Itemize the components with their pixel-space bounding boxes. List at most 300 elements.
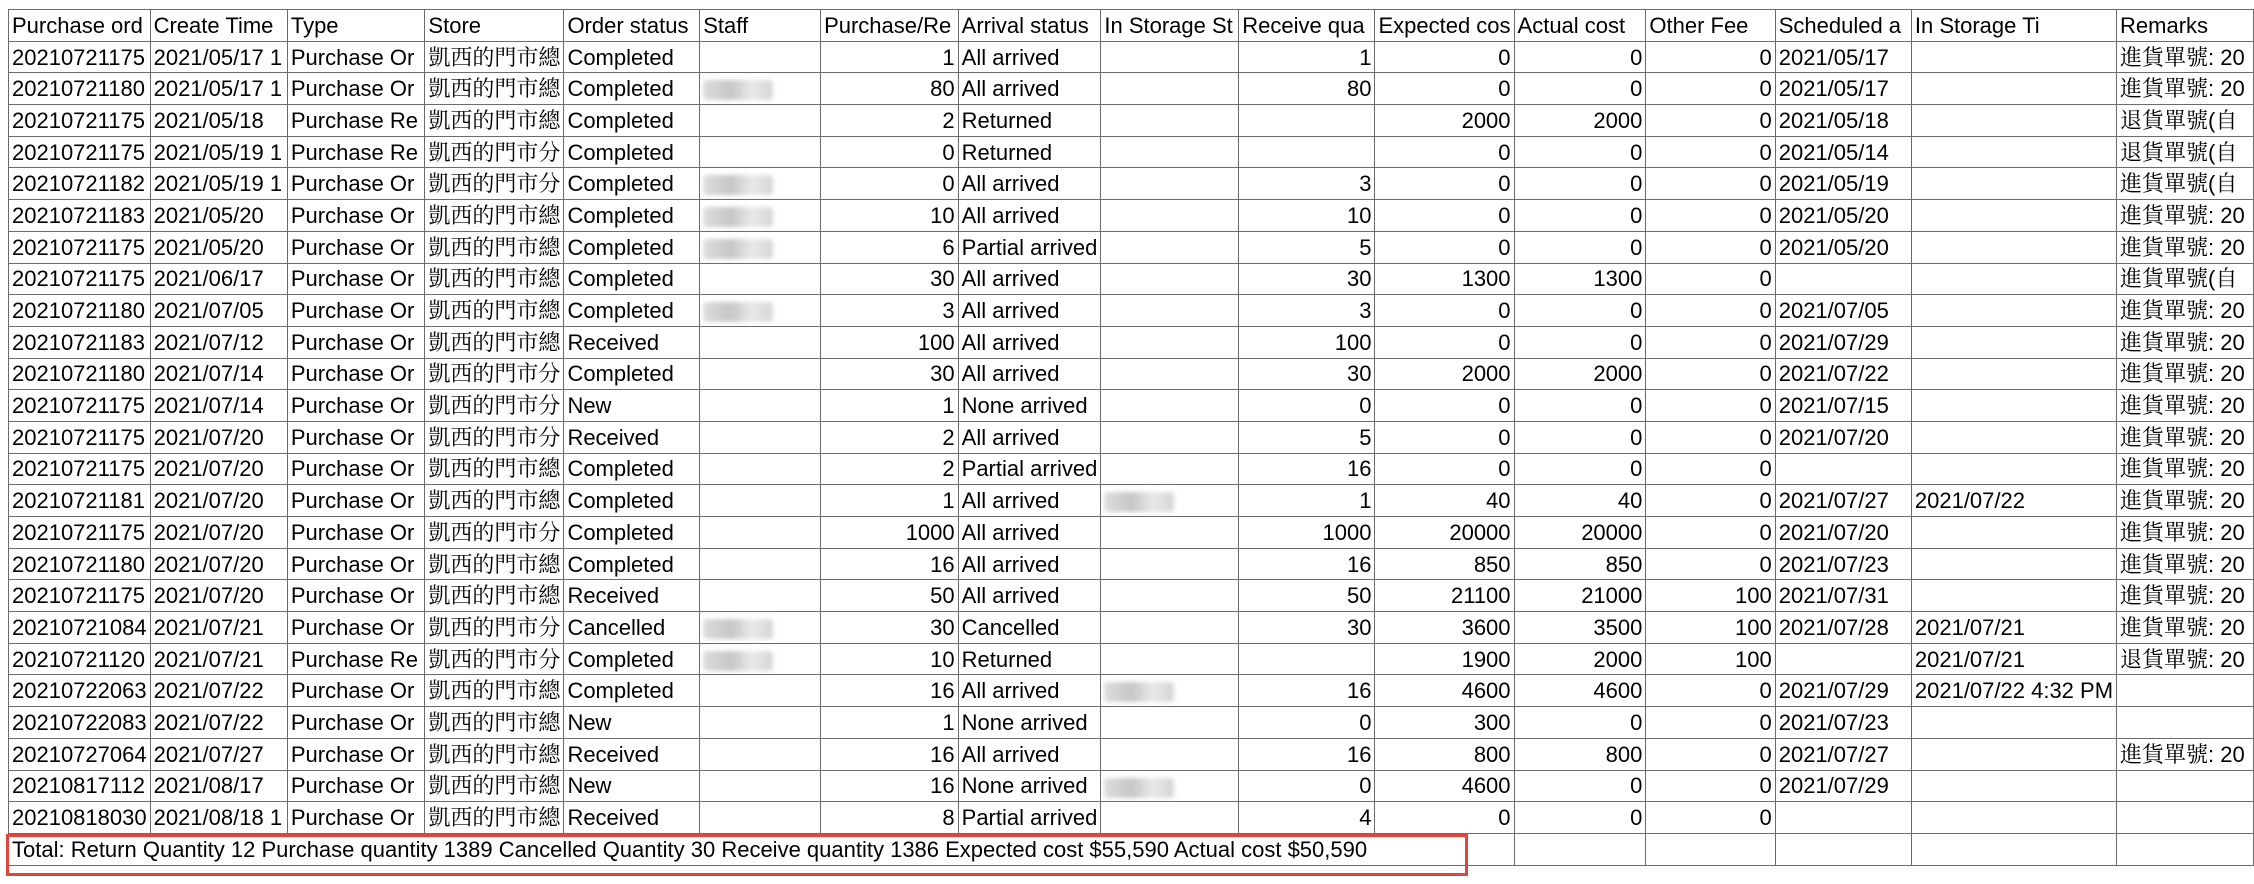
table-cell[interactable]: Completed: [564, 548, 700, 580]
table-cell[interactable]: [700, 263, 821, 295]
column-header[interactable]: Remarks: [2117, 10, 2254, 42]
table-row[interactable]: [9, 73, 2254, 105]
table-cell[interactable]: [1101, 105, 1239, 137]
table-cell[interactable]: 2021/05/20: [150, 200, 287, 232]
table-cell[interactable]: 凱西的門市總: [425, 231, 564, 263]
table-cell[interactable]: 2021/07/05: [150, 295, 287, 327]
table-row[interactable]: [9, 707, 2254, 739]
table-cell[interactable]: 20210817112: [9, 770, 151, 802]
table-cell[interactable]: 0: [1646, 707, 1775, 739]
table-cell[interactable]: Partial arrived: [958, 802, 1101, 834]
table-cell[interactable]: New: [564, 770, 700, 802]
table-cell[interactable]: 30: [821, 263, 959, 295]
table-cell[interactable]: 凱西的門市總: [425, 485, 564, 517]
table-row[interactable]: [9, 738, 2254, 770]
table-cell[interactable]: 凱西的門市分: [425, 643, 564, 675]
table-cell[interactable]: 0: [1646, 390, 1775, 422]
table-cell[interactable]: Purchase Or: [287, 421, 425, 453]
table-cell[interactable]: 0: [1646, 358, 1775, 390]
table-cell[interactable]: Purchase Or: [287, 770, 425, 802]
table-cell[interactable]: 5: [1239, 421, 1375, 453]
table-cell[interactable]: 0: [1646, 41, 1775, 73]
table-row[interactable]: [9, 358, 2254, 390]
table-cell[interactable]: 3: [1239, 168, 1375, 200]
table-cell[interactable]: [1101, 770, 1239, 802]
table-cell[interactable]: All arrived: [958, 548, 1101, 580]
table-cell[interactable]: [1101, 41, 1239, 73]
table-cell[interactable]: 100: [821, 326, 959, 358]
table-cell[interactable]: 1: [1239, 485, 1375, 517]
table-cell[interactable]: 2000: [1375, 358, 1514, 390]
table-cell[interactable]: 16: [1239, 453, 1375, 485]
table-cell[interactable]: New: [564, 390, 700, 422]
column-header[interactable]: Other Fee: [1646, 10, 1775, 42]
table-cell[interactable]: 凱西的門市總: [425, 580, 564, 612]
table-cell[interactable]: 0: [1375, 231, 1514, 263]
table-cell[interactable]: 0: [821, 168, 959, 200]
table-cell[interactable]: 2021/07/29: [1775, 770, 1911, 802]
table-row[interactable]: [9, 390, 2254, 422]
table-cell[interactable]: 2021/07/14: [150, 390, 287, 422]
table-cell[interactable]: 300: [1375, 707, 1514, 739]
table-cell[interactable]: 2021/07/29: [1775, 675, 1911, 707]
table-cell[interactable]: 進貨單號: 20: [2117, 390, 2254, 422]
table-cell[interactable]: [700, 485, 821, 517]
table-row[interactable]: [9, 136, 2254, 168]
table-cell[interactable]: 進貨單號: 20: [2117, 326, 2254, 358]
table-cell[interactable]: [700, 105, 821, 137]
table-cell[interactable]: 2: [821, 453, 959, 485]
table-cell[interactable]: 20210721181: [9, 485, 151, 517]
table-cell[interactable]: Purchase Or: [287, 675, 425, 707]
table-cell[interactable]: 30: [821, 358, 959, 390]
table-cell[interactable]: 0: [1646, 231, 1775, 263]
column-header[interactable]: Type: [287, 10, 425, 42]
table-cell[interactable]: [1101, 675, 1239, 707]
table-cell[interactable]: Completed: [564, 41, 700, 73]
table-cell[interactable]: 20210721183: [9, 326, 151, 358]
table-cell[interactable]: 0: [1646, 770, 1775, 802]
table-row[interactable]: [9, 326, 2254, 358]
table-cell[interactable]: [1101, 136, 1239, 168]
table-cell[interactable]: 850: [1375, 548, 1514, 580]
table-cell[interactable]: 2021/07/31: [1775, 580, 1911, 612]
table-cell[interactable]: 100: [1646, 580, 1775, 612]
table-cell[interactable]: 2021/05/20: [150, 231, 287, 263]
table-cell[interactable]: [1101, 231, 1239, 263]
table-cell[interactable]: [700, 358, 821, 390]
table-cell[interactable]: 80: [821, 73, 959, 105]
table-cell[interactable]: 2021/07/21: [1911, 612, 2116, 644]
table-row[interactable]: [9, 200, 2254, 232]
table-cell[interactable]: 20210721175: [9, 580, 151, 612]
table-cell[interactable]: [1101, 548, 1239, 580]
table-cell[interactable]: 2021/07/05: [1775, 295, 1911, 327]
table-cell[interactable]: [1101, 73, 1239, 105]
table-row[interactable]: [9, 231, 2254, 263]
table-cell[interactable]: 退貨單號(自: [2117, 136, 2254, 168]
table-cell[interactable]: 30: [1239, 263, 1375, 295]
table-cell[interactable]: [1239, 136, 1375, 168]
table-cell[interactable]: [1911, 73, 2116, 105]
table-row[interactable]: [9, 802, 2254, 834]
table-cell[interactable]: 20210721180: [9, 548, 151, 580]
table-cell[interactable]: 進貨單號: 20: [2117, 421, 2254, 453]
table-cell[interactable]: [700, 643, 821, 675]
column-header[interactable]: Actual cost: [1514, 10, 1646, 42]
table-cell[interactable]: 1900: [1375, 643, 1514, 675]
table-cell[interactable]: [1911, 802, 2116, 834]
table-cell[interactable]: [1911, 421, 2116, 453]
table-cell[interactable]: [1101, 358, 1239, 390]
table-cell[interactable]: 0: [1514, 41, 1646, 73]
table-cell[interactable]: [1911, 263, 2116, 295]
table-cell[interactable]: 凱西的門市總: [425, 105, 564, 137]
table-cell[interactable]: Purchase Or: [287, 612, 425, 644]
table-row[interactable]: [9, 295, 2254, 327]
table-cell[interactable]: 100: [1239, 326, 1375, 358]
table-cell[interactable]: 退貨單號: 20: [2117, 643, 2254, 675]
table-row[interactable]: [9, 675, 2254, 707]
table-cell[interactable]: [1911, 231, 2116, 263]
table-cell[interactable]: 0: [1646, 168, 1775, 200]
table-cell[interactable]: 2021/05/14: [1775, 136, 1911, 168]
table-cell[interactable]: [1775, 453, 1911, 485]
table-cell[interactable]: Purchase Or: [287, 453, 425, 485]
table-cell[interactable]: [700, 517, 821, 549]
table-cell[interactable]: 2021/07/21: [150, 643, 287, 675]
table-cell[interactable]: 1300: [1514, 263, 1646, 295]
table-cell[interactable]: [1101, 421, 1239, 453]
table-cell[interactable]: 凱西的門市總: [425, 263, 564, 295]
table-cell[interactable]: 2021/07/27: [150, 738, 287, 770]
table-cell[interactable]: 0: [1646, 675, 1775, 707]
table-cell[interactable]: 3500: [1514, 612, 1646, 644]
table-cell[interactable]: [700, 580, 821, 612]
table-cell[interactable]: 10: [821, 643, 959, 675]
table-cell[interactable]: 800: [1514, 738, 1646, 770]
table-cell[interactable]: 20210721175: [9, 453, 151, 485]
table-cell[interactable]: 2021/07/22: [150, 707, 287, 739]
table-cell[interactable]: All arrived: [958, 580, 1101, 612]
table-cell[interactable]: Completed: [564, 231, 700, 263]
table-cell[interactable]: 0: [1375, 295, 1514, 327]
table-cell[interactable]: 2021/06/17: [150, 263, 287, 295]
table-cell[interactable]: 20210722083: [9, 707, 151, 739]
table-cell[interactable]: [700, 707, 821, 739]
table-cell[interactable]: 2021/07/20: [150, 453, 287, 485]
table-cell[interactable]: [700, 612, 821, 644]
table-cell[interactable]: 2000: [1375, 105, 1514, 137]
table-cell[interactable]: 2021/07/21: [150, 612, 287, 644]
table-cell[interactable]: Received: [564, 580, 700, 612]
table-cell[interactable]: [1101, 263, 1239, 295]
table-cell[interactable]: 16: [821, 675, 959, 707]
table-cell[interactable]: 20210721183: [9, 200, 151, 232]
table-cell[interactable]: 20000: [1514, 517, 1646, 549]
table-cell[interactable]: 3600: [1375, 612, 1514, 644]
table-cell[interactable]: 0: [1375, 453, 1514, 485]
table-cell[interactable]: 0: [1375, 136, 1514, 168]
table-cell[interactable]: 20210721180: [9, 295, 151, 327]
table-cell[interactable]: 0: [1375, 41, 1514, 73]
table-cell[interactable]: 0: [1646, 453, 1775, 485]
table-cell[interactable]: Purchase Or: [287, 580, 425, 612]
table-cell[interactable]: [1911, 390, 2116, 422]
table-cell[interactable]: 0: [1514, 73, 1646, 105]
table-cell[interactable]: [700, 326, 821, 358]
table-row[interactable]: [9, 41, 2254, 73]
table-cell[interactable]: 0: [1514, 453, 1646, 485]
table-cell[interactable]: 2021/05/17 1: [150, 73, 287, 105]
table-cell[interactable]: 0: [1375, 200, 1514, 232]
table-cell[interactable]: 進貨單號: 20: [2117, 738, 2254, 770]
table-cell[interactable]: 進貨單號: 20: [2117, 200, 2254, 232]
table-cell[interactable]: 16: [1239, 738, 1375, 770]
table-cell[interactable]: Returned: [958, 643, 1101, 675]
table-cell[interactable]: 進貨單號: 20: [2117, 548, 2254, 580]
table-cell[interactable]: 2021/08/18 1: [150, 802, 287, 834]
table-cell[interactable]: 0: [1646, 73, 1775, 105]
table-cell[interactable]: 2021/07/21: [1911, 643, 2116, 675]
table-cell[interactable]: 2021/05/20: [1775, 231, 1911, 263]
table-cell[interactable]: 20210721175: [9, 105, 151, 137]
table-cell[interactable]: Partial arrived: [958, 231, 1101, 263]
table-cell[interactable]: 16: [821, 738, 959, 770]
table-cell[interactable]: 1000: [1239, 517, 1375, 549]
table-cell[interactable]: None arrived: [958, 770, 1101, 802]
table-cell[interactable]: [1911, 453, 2116, 485]
table-cell[interactable]: 進貨單號: 20: [2117, 358, 2254, 390]
table-cell[interactable]: Received: [564, 421, 700, 453]
table-cell[interactable]: 21000: [1514, 580, 1646, 612]
table-cell[interactable]: [700, 390, 821, 422]
table-cell[interactable]: 2021/05/19: [1775, 168, 1911, 200]
table-cell[interactable]: 2000: [1514, 105, 1646, 137]
table-cell[interactable]: 2021/07/22 4:32 PM: [1911, 675, 2116, 707]
table-row[interactable]: [9, 517, 2254, 549]
table-cell[interactable]: 2021/07/20: [1775, 517, 1911, 549]
table-cell[interactable]: 進貨單號: 20: [2117, 580, 2254, 612]
table-cell[interactable]: 0: [821, 136, 959, 168]
table-cell[interactable]: 0: [1375, 390, 1514, 422]
table-cell[interactable]: Returned: [958, 136, 1101, 168]
table-cell[interactable]: None arrived: [958, 707, 1101, 739]
table-cell[interactable]: 凱西的門市分: [425, 612, 564, 644]
table-row[interactable]: [9, 168, 2254, 200]
table-cell[interactable]: Completed: [564, 485, 700, 517]
table-cell[interactable]: 2: [821, 105, 959, 137]
table-cell[interactable]: 20210721175: [9, 136, 151, 168]
table-cell[interactable]: [700, 200, 821, 232]
table-cell[interactable]: 1: [821, 41, 959, 73]
table-cell[interactable]: 0: [1514, 231, 1646, 263]
table-cell[interactable]: 1000: [821, 517, 959, 549]
table-cell[interactable]: [1101, 580, 1239, 612]
table-cell[interactable]: Purchase Re: [287, 643, 425, 675]
table-cell[interactable]: 進貨單號: 20: [2117, 231, 2254, 263]
table-cell[interactable]: [2117, 802, 2254, 834]
table-cell[interactable]: 凱西的門市總: [425, 295, 564, 327]
table-cell[interactable]: 2021/07/20: [150, 485, 287, 517]
table-cell[interactable]: 進貨單號: 20: [2117, 295, 2254, 327]
table-cell[interactable]: Completed: [564, 136, 700, 168]
table-cell[interactable]: 4600: [1375, 675, 1514, 707]
table-cell[interactable]: 4600: [1375, 770, 1514, 802]
table-cell[interactable]: [1101, 485, 1239, 517]
table-cell[interactable]: 2021/07/22: [1775, 358, 1911, 390]
table-cell[interactable]: 2021/05/18: [150, 105, 287, 137]
table-cell[interactable]: 0: [1514, 136, 1646, 168]
table-cell[interactable]: Purchase Or: [287, 517, 425, 549]
column-header[interactable]: Staff: [700, 10, 821, 42]
table-cell[interactable]: All arrived: [958, 326, 1101, 358]
table-cell[interactable]: 4: [1239, 802, 1375, 834]
table-cell[interactable]: Purchase Or: [287, 231, 425, 263]
table-cell[interactable]: 0: [1375, 802, 1514, 834]
table-cell[interactable]: None arrived: [958, 390, 1101, 422]
table-cell[interactable]: 1: [821, 707, 959, 739]
table-cell[interactable]: 進貨單號(自: [2117, 168, 2254, 200]
table-cell[interactable]: [1911, 105, 2116, 137]
table-cell[interactable]: 0: [1514, 326, 1646, 358]
table-cell[interactable]: [1911, 136, 2116, 168]
table-cell[interactable]: [1239, 105, 1375, 137]
table-cell[interactable]: 850: [1514, 548, 1646, 580]
table-cell[interactable]: All arrived: [958, 168, 1101, 200]
table-cell[interactable]: 20210818030: [9, 802, 151, 834]
table-cell[interactable]: Purchase Or: [287, 326, 425, 358]
table-cell[interactable]: [1911, 358, 2116, 390]
table-cell[interactable]: 進貨單號: 20: [2117, 453, 2254, 485]
table-cell[interactable]: 4600: [1514, 675, 1646, 707]
table-cell[interactable]: 5: [1239, 231, 1375, 263]
table-cell[interactable]: All arrived: [958, 517, 1101, 549]
table-cell[interactable]: 凱西的門市分: [425, 358, 564, 390]
table-cell[interactable]: 2021/07/27: [1775, 485, 1911, 517]
table-cell[interactable]: 2021/05/18: [1775, 105, 1911, 137]
table-cell[interactable]: 0: [1375, 73, 1514, 105]
table-cell[interactable]: 10: [821, 200, 959, 232]
table-cell[interactable]: New: [564, 707, 700, 739]
table-cell[interactable]: All arrived: [958, 675, 1101, 707]
table-cell[interactable]: [1101, 707, 1239, 739]
table-cell[interactable]: 10: [1239, 200, 1375, 232]
table-cell[interactable]: 30: [1239, 358, 1375, 390]
table-cell[interactable]: 50: [821, 580, 959, 612]
table-cell[interactable]: Completed: [564, 168, 700, 200]
table-cell[interactable]: [700, 802, 821, 834]
table-cell[interactable]: [1911, 517, 2116, 549]
table-cell[interactable]: [700, 41, 821, 73]
table-cell[interactable]: [1911, 168, 2116, 200]
table-cell[interactable]: 30: [821, 612, 959, 644]
table-cell[interactable]: 0: [1646, 200, 1775, 232]
column-header[interactable]: Store: [425, 10, 564, 42]
table-cell[interactable]: Completed: [564, 517, 700, 549]
table-cell[interactable]: 進貨單號: 20: [2117, 73, 2254, 105]
table-cell[interactable]: 0: [1514, 802, 1646, 834]
table-cell[interactable]: 0: [1514, 295, 1646, 327]
table-cell[interactable]: 0: [1239, 707, 1375, 739]
table-cell[interactable]: [1911, 295, 2116, 327]
table-cell[interactable]: 2021/05/17 1: [150, 41, 287, 73]
table-cell[interactable]: 16: [1239, 548, 1375, 580]
table-cell[interactable]: 0: [1514, 421, 1646, 453]
table-cell[interactable]: [1775, 263, 1911, 295]
table-cell[interactable]: 20210721180: [9, 73, 151, 105]
table-cell[interactable]: 進貨單號: 20: [2117, 485, 2254, 517]
table-cell[interactable]: [1101, 390, 1239, 422]
table-row[interactable]: [9, 453, 2254, 485]
table-cell[interactable]: Purchase Or: [287, 707, 425, 739]
table-cell[interactable]: Purchase Or: [287, 73, 425, 105]
table-cell[interactable]: 20210721120: [9, 643, 151, 675]
table-cell[interactable]: 凱西的門市分: [425, 517, 564, 549]
table-cell[interactable]: 20210721175: [9, 263, 151, 295]
table-cell[interactable]: Completed: [564, 263, 700, 295]
table-cell[interactable]: 凱西的門市分: [425, 390, 564, 422]
table-cell[interactable]: 50: [1239, 580, 1375, 612]
table-cell[interactable]: Cancelled: [564, 612, 700, 644]
table-cell[interactable]: 凱西的門市總: [425, 675, 564, 707]
table-cell[interactable]: 進貨單號(自: [2117, 263, 2254, 295]
table-cell[interactable]: 0: [1239, 390, 1375, 422]
table-cell[interactable]: [700, 548, 821, 580]
table-cell[interactable]: 2: [821, 421, 959, 453]
table-cell[interactable]: 0: [1646, 738, 1775, 770]
table-cell[interactable]: 0: [1646, 295, 1775, 327]
table-cell[interactable]: [1775, 802, 1911, 834]
table-row[interactable]: [9, 643, 2254, 675]
table-cell[interactable]: 100: [1646, 612, 1775, 644]
table-cell[interactable]: 進貨單號: 20: [2117, 41, 2254, 73]
table-cell[interactable]: 2021/08/17: [150, 770, 287, 802]
table-cell[interactable]: [1101, 802, 1239, 834]
table-cell[interactable]: Purchase Or: [287, 738, 425, 770]
table-cell[interactable]: Received: [564, 738, 700, 770]
table-cell[interactable]: All arrived: [958, 41, 1101, 73]
table-cell[interactable]: 0: [1646, 802, 1775, 834]
table-cell[interactable]: 20210721180: [9, 358, 151, 390]
table-cell[interactable]: 進貨單號: 20: [2117, 612, 2254, 644]
table-cell[interactable]: 3: [1239, 295, 1375, 327]
table-cell[interactable]: Purchase Or: [287, 168, 425, 200]
table-row[interactable]: [9, 485, 2254, 517]
table-cell[interactable]: 2021/07/12: [150, 326, 287, 358]
table-cell[interactable]: 0: [1646, 485, 1775, 517]
table-cell[interactable]: 凱西的門市總: [425, 73, 564, 105]
column-header[interactable]: In Storage St: [1101, 10, 1239, 42]
table-row[interactable]: [9, 612, 2254, 644]
table-cell[interactable]: Returned: [958, 105, 1101, 137]
table-cell[interactable]: Completed: [564, 453, 700, 485]
column-header[interactable]: Create Time: [150, 10, 287, 42]
table-cell[interactable]: Cancelled: [958, 612, 1101, 644]
table-cell[interactable]: [1101, 453, 1239, 485]
table-cell[interactable]: All arrived: [958, 295, 1101, 327]
table-cell[interactable]: 0: [1646, 548, 1775, 580]
table-cell[interactable]: [1911, 41, 2116, 73]
table-cell[interactable]: Purchase Or: [287, 485, 425, 517]
table-row[interactable]: [9, 580, 2254, 612]
table-cell[interactable]: 80: [1239, 73, 1375, 105]
table-cell[interactable]: 20210721175: [9, 517, 151, 549]
table-cell[interactable]: 16: [821, 548, 959, 580]
table-cell[interactable]: 20210722063: [9, 675, 151, 707]
table-cell[interactable]: Completed: [564, 358, 700, 390]
table-cell[interactable]: [1101, 200, 1239, 232]
